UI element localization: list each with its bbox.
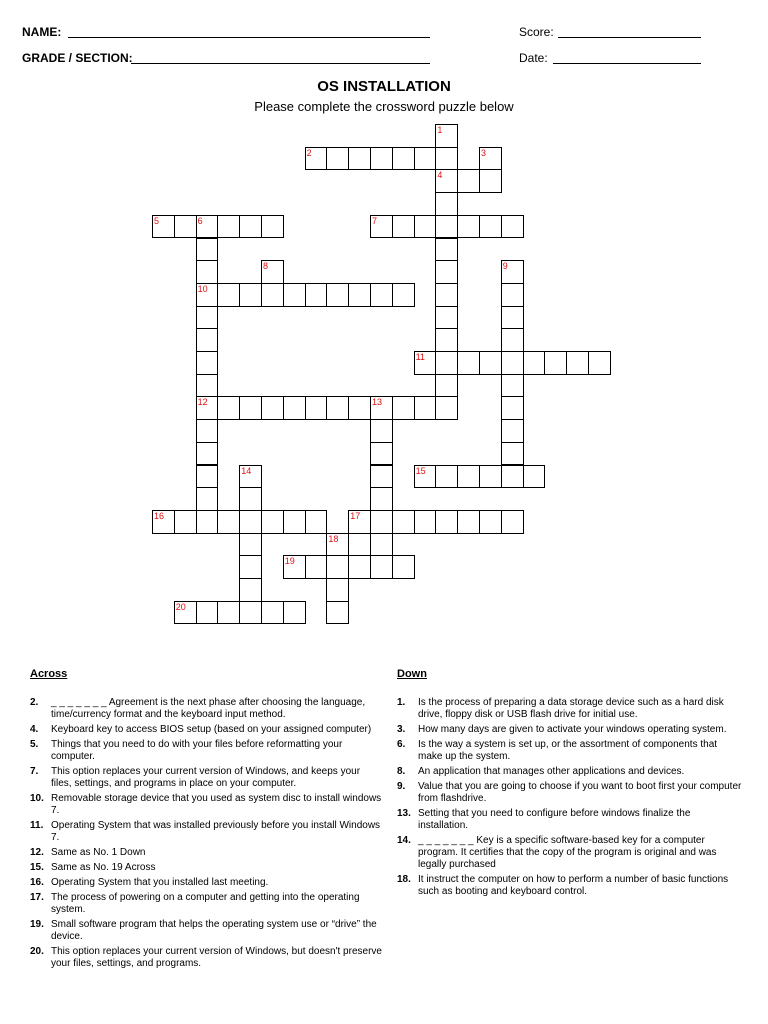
crossword-cell[interactable]: [196, 306, 219, 330]
crossword-cell[interactable]: [435, 169, 458, 193]
crossword-cell[interactable]: [370, 442, 393, 466]
crossword-cell[interactable]: [523, 465, 546, 489]
down-clue: [397, 874, 742, 898]
crossword-cell[interactable]: [261, 283, 284, 307]
clue-number: 14: [241, 465, 252, 476]
crossword-cell[interactable]: [348, 147, 371, 171]
across-clue-text: Operating System that was installed previously before you install Windows 7.: [51, 820, 381, 843]
across-clue-number: 16.: [30, 877, 44, 888]
crossword-cell[interactable]: [217, 215, 240, 239]
across-clue: [30, 739, 382, 763]
across-clue: [30, 877, 382, 889]
across-clue: [30, 766, 382, 790]
across-clue: [30, 892, 382, 916]
down-clue-number: 18.: [397, 874, 411, 885]
crossword-cell[interactable]: [283, 510, 306, 534]
crossword-cell[interactable]: [414, 215, 437, 239]
across-clue: [30, 724, 382, 736]
crossword-cell[interactable]: [283, 283, 306, 307]
crossword-cell[interactable]: [196, 351, 219, 375]
clue-number: 7: [372, 215, 378, 226]
clue-number: 6: [197, 215, 203, 226]
clue-number: 16: [154, 510, 165, 521]
crossword-cell[interactable]: [261, 601, 284, 625]
crossword-cell[interactable]: [435, 351, 458, 375]
crossword-cell[interactable]: [501, 215, 524, 239]
crossword-cell[interactable]: [326, 283, 349, 307]
crossword-cell[interactable]: [414, 351, 437, 375]
across-clue: [30, 946, 382, 970]
crossword-cell[interactable]: [370, 396, 393, 420]
clue-number: 17: [350, 510, 361, 521]
crossword-cell[interactable]: [501, 306, 524, 330]
crossword-cell[interactable]: [217, 283, 240, 307]
down-clue-number: 13.: [397, 808, 411, 819]
down-clue: [397, 697, 742, 721]
crossword-cell[interactable]: [435, 192, 458, 216]
crossword-cell[interactable]: [457, 169, 480, 193]
crossword-cell[interactable]: [196, 374, 219, 398]
clue-number: 20: [175, 601, 186, 612]
down-clue: [397, 808, 742, 832]
crossword-cell[interactable]: [348, 396, 371, 420]
crossword-cell[interactable]: [326, 396, 349, 420]
crossword-cell[interactable]: [479, 215, 502, 239]
across-clue-number: 11.: [30, 820, 44, 831]
crossword-cell[interactable]: [392, 396, 415, 420]
crossword-cell[interactable]: [566, 351, 589, 375]
crossword-cell[interactable]: [348, 283, 371, 307]
down-clue-text: Setting that you need to configure before windows finalize the installation.: [418, 808, 691, 831]
crossword-cell[interactable]: [239, 533, 262, 557]
crossword-cell[interactable]: [392, 510, 415, 534]
down-clue-number: 3.: [397, 724, 406, 735]
crossword-cell[interactable]: [261, 510, 284, 534]
crossword-cell[interactable]: [501, 465, 524, 489]
crossword-cell[interactable]: [370, 510, 393, 534]
crossword-cell[interactable]: [326, 601, 349, 625]
crossword-cell[interactable]: [348, 555, 371, 579]
crossword-cell[interactable]: [435, 215, 458, 239]
across-clue-text: Things that you need to do with your files before reformatting your computer.: [51, 739, 343, 762]
crossword-cell[interactable]: [435, 306, 458, 330]
crossword-cell[interactable]: [392, 283, 415, 307]
down-clue-text: An application that manages other applications and devices.: [418, 766, 685, 777]
down-clue-text: Value that you are going to choose if you want to boot first your computer from flashdrive.: [418, 781, 742, 804]
crossword-cell[interactable]: [174, 215, 197, 239]
crossword-cell[interactable]: [261, 215, 284, 239]
across-clue-number: 15.: [30, 862, 44, 873]
crossword-cell[interactable]: [305, 396, 328, 420]
across-clue: [30, 862, 382, 874]
down-clue-number: 6.: [397, 739, 406, 750]
across-clue-number: 20.: [30, 946, 44, 957]
crossword-cell[interactable]: [305, 283, 328, 307]
clue-number: 19: [284, 556, 295, 567]
crossword-cell[interactable]: [479, 510, 502, 534]
crossword-cell[interactable]: [370, 533, 393, 557]
crossword-cell[interactable]: [239, 215, 262, 239]
crossword-cell[interactable]: [348, 510, 371, 534]
across-clue: [30, 919, 382, 943]
crossword-cell[interactable]: [435, 147, 458, 171]
crossword-cell[interactable]: [457, 215, 480, 239]
crossword-cell[interactable]: [196, 510, 219, 534]
down-clue: [397, 739, 742, 763]
crossword-cell[interactable]: [370, 487, 393, 511]
crossword-cell[interactable]: [196, 487, 219, 511]
across-clue-list: [30, 697, 382, 973]
clue-number: 15: [415, 465, 426, 476]
across-clue: [30, 847, 382, 859]
crossword-cell[interactable]: [370, 283, 393, 307]
down-clue: [397, 766, 742, 778]
crossword-cell[interactable]: [435, 238, 458, 262]
down-clue-text: Is the way a system is set up, or the assortment of components that make up the system.: [418, 739, 718, 762]
crossword-cell[interactable]: [239, 601, 262, 625]
crossword-cell[interactable]: [239, 396, 262, 420]
clue-number: 1: [437, 125, 443, 135]
crossword-cell[interactable]: [501, 442, 524, 466]
crossword-cell[interactable]: [283, 396, 306, 420]
crossword-cell[interactable]: [152, 510, 175, 534]
crossword-cell[interactable]: [479, 147, 502, 171]
crossword-cell[interactable]: [392, 215, 415, 239]
down-clue-text: How many days are given to activate your windows operating system.: [418, 724, 727, 735]
clue-number: 12: [197, 397, 208, 408]
across-clue-number: 12.: [30, 847, 44, 858]
crossword-cell[interactable]: [174, 510, 197, 534]
crossword-cell[interactable]: [479, 169, 502, 193]
crossword-cell[interactable]: [435, 124, 458, 148]
down-clue-number: 9.: [397, 781, 406, 792]
score-label: Score:: [519, 25, 554, 39]
crossword-cell[interactable]: [217, 601, 240, 625]
crossword-cell[interactable]: [370, 147, 393, 171]
clue-number: 11: [415, 352, 425, 362]
crossword-cell[interactable]: [326, 578, 349, 602]
crossword-cell[interactable]: [414, 147, 437, 171]
down-clue: [397, 724, 742, 736]
crossword-cell[interactable]: [479, 351, 502, 375]
crossword-cell[interactable]: [261, 260, 284, 284]
across-clue: [30, 820, 382, 844]
across-clue-text: Same as No. 19 Across: [51, 862, 156, 873]
across-heading: Across: [30, 668, 68, 680]
crossword-cell[interactable]: [196, 215, 219, 239]
across-clue-number: 5.: [30, 739, 39, 750]
crossword-cell[interactable]: [501, 396, 524, 420]
crossword-cell[interactable]: [501, 283, 524, 307]
crossword-cell[interactable]: [283, 601, 306, 625]
crossword-cell[interactable]: [370, 465, 393, 489]
crossword-cell[interactable]: [435, 283, 458, 307]
crossword-cell[interactable]: [196, 283, 219, 307]
crossword-cell[interactable]: [217, 396, 240, 420]
crossword-cell[interactable]: [196, 419, 219, 443]
crossword-cell[interactable]: [435, 260, 458, 284]
crossword-cell[interactable]: [544, 351, 567, 375]
across-clue-text: Small software program that helps the operating system use or “drive” the device.: [51, 919, 377, 942]
down-clue: [397, 781, 742, 805]
clue-number: 9: [502, 261, 508, 272]
down-clue-number: 14.: [397, 835, 411, 846]
crossword-cell[interactable]: [239, 283, 262, 307]
crossword-cell[interactable]: [305, 147, 328, 171]
crossword-cell[interactable]: [457, 510, 480, 534]
crossword-cell[interactable]: [414, 510, 437, 534]
crossword-cell[interactable]: [501, 374, 524, 398]
crossword-cell[interactable]: [239, 578, 262, 602]
down-clue-list: [397, 697, 742, 901]
crossword-cell[interactable]: [370, 215, 393, 239]
crossword-cell[interactable]: [501, 260, 524, 284]
clue-number: 4: [437, 170, 443, 181]
crossword-cell[interactable]: [239, 465, 262, 489]
crossword-cell[interactable]: [435, 396, 458, 420]
page-title: OS INSTALLATION: [317, 78, 451, 95]
down-heading: Down: [397, 668, 427, 680]
clue-number: 18: [328, 533, 339, 544]
across-clue-text: _ _ _ _ _ _ _ Agreement is the next phase after choosing the language, time/currency format and the keyboard input method.: [51, 697, 366, 720]
crossword-cell[interactable]: [435, 465, 458, 489]
crossword-cell[interactable]: [501, 351, 524, 375]
crossword-cell[interactable]: [174, 601, 197, 625]
crossword-cell[interactable]: [196, 396, 219, 420]
crossword-cell[interactable]: [392, 555, 415, 579]
across-clue: [30, 793, 382, 817]
clue-number: 2: [306, 147, 312, 158]
crossword-cell[interactable]: [326, 533, 349, 557]
clue-number: 5: [154, 215, 160, 226]
crossword-cell[interactable]: [326, 147, 349, 171]
down-clue-text: Is the process of preparing a data storage device such as a hard disk drive, floppy disk or USB flash drive for initial use.: [418, 697, 724, 720]
across-clue-text: This option replaces your current version of Windows, but doesn't preserve your files, settings, and programs.: [51, 946, 382, 969]
crossword-cell[interactable]: [217, 510, 240, 534]
crossword-cell[interactable]: [435, 374, 458, 398]
crossword-cell[interactable]: [261, 396, 284, 420]
crossword-cell[interactable]: [523, 351, 546, 375]
across-clue-number: 17.: [30, 892, 44, 903]
across-clue: [30, 697, 382, 721]
crossword-cell[interactable]: [196, 465, 219, 489]
date-label: Date:: [519, 51, 548, 65]
across-clue-text: Keyboard key to access BIOS setup (based on your assigned computer): [51, 724, 372, 735]
crossword-cell[interactable]: [501, 328, 524, 352]
across-clue-number: 4.: [30, 724, 39, 735]
crossword-cell[interactable]: [588, 351, 611, 375]
crossword-cell[interactable]: [305, 555, 328, 579]
clue-number: 3: [481, 147, 487, 158]
clue-number: 8: [263, 261, 269, 272]
crossword-cell[interactable]: [239, 510, 262, 534]
down-clue: [397, 835, 742, 871]
clue-number: 13: [372, 397, 383, 408]
crossword-cell[interactable]: [152, 215, 175, 239]
down-clue-number: 1.: [397, 697, 406, 708]
crossword-cell[interactable]: [435, 510, 458, 534]
crossword-cell[interactable]: [196, 260, 219, 284]
name-label: NAME:: [22, 25, 62, 39]
across-clue-text: This option replaces your current version of Windows, and keeps your files, settings, and programs in place on your computer.: [51, 766, 361, 789]
crossword-cell[interactable]: [326, 555, 349, 579]
down-clue-text: It instruct the computer on how to perform a number of basic functions such as booting and keyboard control.: [418, 874, 729, 897]
crossword-cell[interactable]: [196, 238, 219, 262]
clue-number: 10: [197, 283, 208, 294]
across-clue-text: The process of powering on a computer and getting into the operating system.: [51, 892, 360, 915]
crossword-cell[interactable]: [501, 419, 524, 443]
crossword-cell[interactable]: [283, 555, 306, 579]
crossword-cell[interactable]: [479, 465, 502, 489]
crossword-cell[interactable]: [196, 328, 219, 352]
grade-section-label: GRADE / SECTION:: [22, 51, 133, 65]
page-subtitle: Please complete the crossword puzzle below: [254, 99, 514, 114]
crossword-cell[interactable]: [414, 465, 437, 489]
crossword-cell[interactable]: [239, 555, 262, 579]
crossword-cell[interactable]: [414, 396, 437, 420]
across-clue-text: Same as No. 1 Down: [51, 847, 146, 858]
across-clue-text: Removable storage device that you used as system disc to install windows 7.: [51, 793, 382, 816]
crossword-cell[interactable]: [435, 328, 458, 352]
across-clue-number: 10.: [30, 793, 44, 804]
crossword-cell[interactable]: [392, 147, 415, 171]
across-clue-text: Operating System that you installed last meeting.: [51, 877, 269, 888]
down-clue-number: 8.: [397, 766, 406, 777]
crossword-cell[interactable]: [501, 510, 524, 534]
across-clue-number: 19.: [30, 919, 44, 930]
down-clue-text: _ _ _ _ _ _ _ Key is a specific software-based key for a computer program. It certifies that the copy of the program is original and was legally purchased: [418, 835, 717, 870]
crossword-cell[interactable]: [196, 442, 219, 466]
across-clue-number: 2.: [30, 697, 39, 708]
crossword-cell[interactable]: [457, 351, 480, 375]
crossword-cell[interactable]: [196, 601, 219, 625]
crossword-cell[interactable]: [370, 555, 393, 579]
crossword-cell[interactable]: [239, 487, 262, 511]
across-clue-number: 7.: [30, 766, 39, 777]
crossword-cell[interactable]: [305, 510, 328, 534]
crossword-cell[interactable]: [370, 419, 393, 443]
crossword-cell[interactable]: [457, 465, 480, 489]
